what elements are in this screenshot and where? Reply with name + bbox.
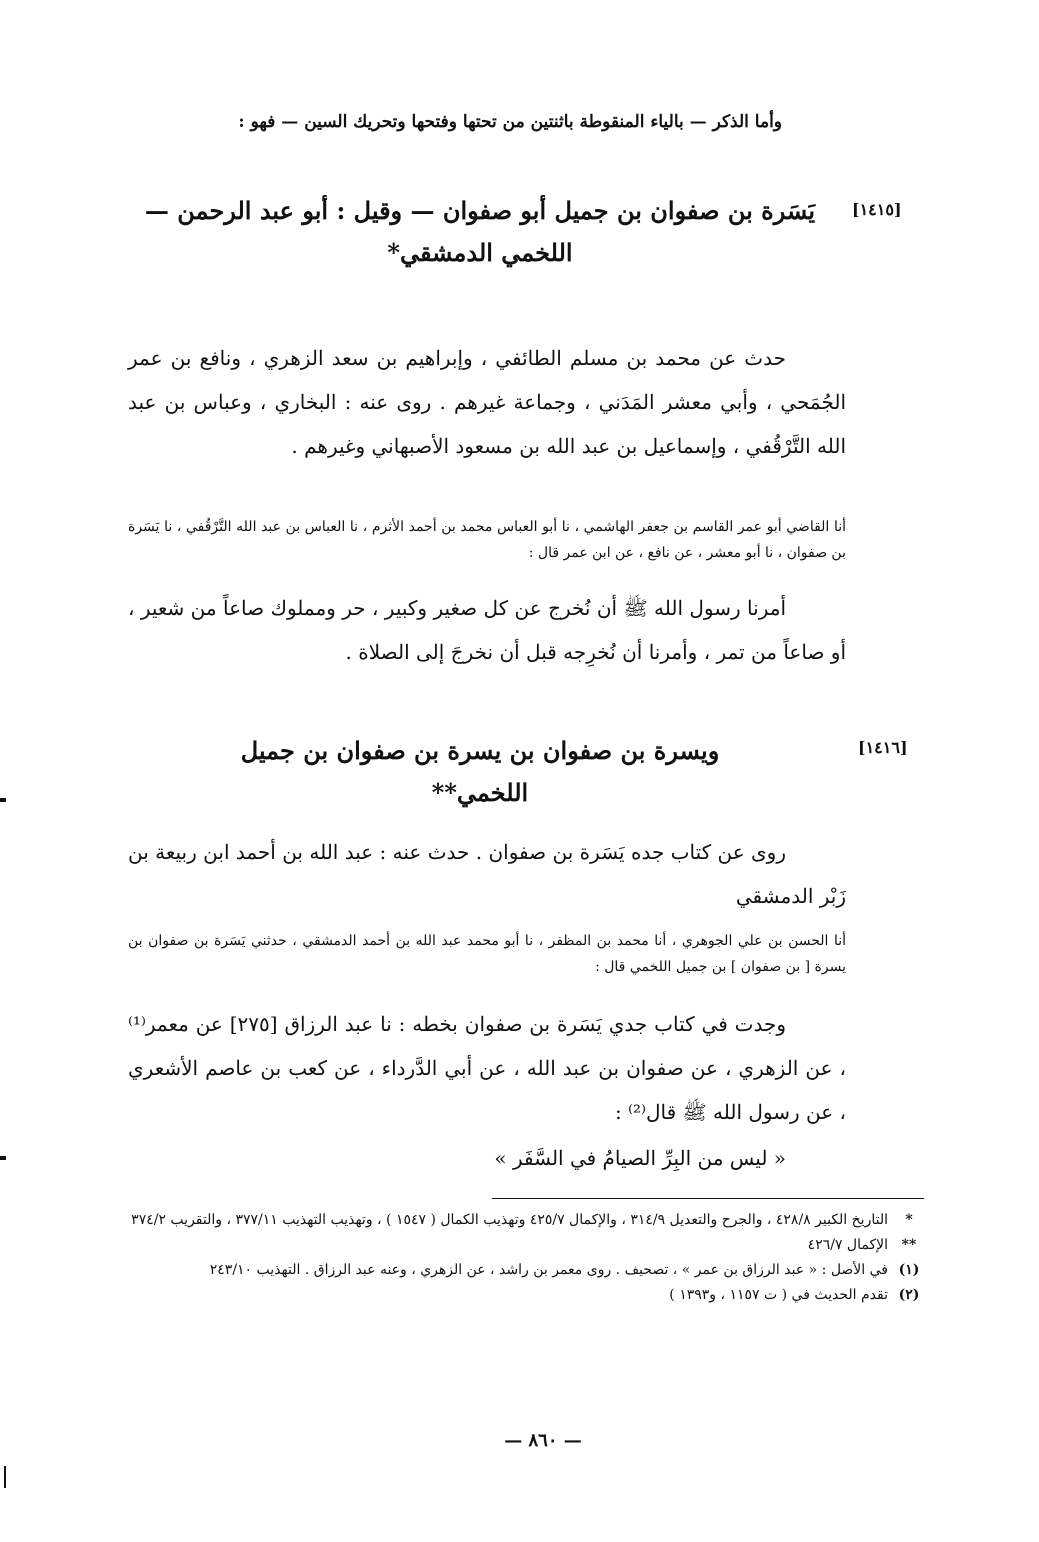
isnad-1416: أنا الحسن بن علي الجوهري ، أنا محمد بن المظفر ، نا أبو محمد عبد الله بن أحمد الدمشقي ، حدثني يَسَرة بن صفوان بن يسرة [ بن صفوان ] بن جميل اللخمي قال : xyxy=(128,933,846,975)
isnad-1415: أنا القاضي أبو عمر القاسم بن جعفر الهاشمي ، نا أبو العباس محمد بن أحمد الأثرم ، نا العباس بن عبد الله التَّرْقُفي ، نا يَسَرة بن صفوان ، نا أبو معشر ، عن نافع ، عن ابن عمر قال : xyxy=(128,519,846,561)
entry-bio-1415: حدث عن محمد بن مسلم الطائفي ، وإبراهيم بن سعد الزهري ، ونافع بن عمر الجُمَحي ، وأبي معشر المَدَني ، وجماعة غيرهم . روى عنه : البخاري ، وعباس بن عبد الله التَّرْقُفي ، وإسماعيل بن عبد الله بن مسعود الأصبهاني وغيرهم . xyxy=(128,346,846,458)
footnotes xyxy=(130,1208,930,1308)
footnote-text: تقدم الحديث في ( ت ١١٥٧ ، و١٣٩٣ ) xyxy=(669,1287,888,1303)
footnote-text: التاريخ الكبير ٤٢٨/٨ ، والجرح والتعديل ٣١٤/٩ ، والإكمال ٤٢٥/٧ وتهذيب الكمال ( ١٥٤٧ ) ، وتهذيب التهذيب ٣٧٧/١١ ، والتقريب ٣٧٤/٢ xyxy=(131,1212,888,1228)
footnote-text: الإكمال ٤٢٦/٧ xyxy=(807,1237,888,1253)
entry-bio-1416: روى عن كتاب جده يَسَرة بن صفوان . حدث عنه : عبد الله بن أحمد ابن ربيعة بن زَبْر الدمشقي xyxy=(128,840,846,908)
footnote-mark: ** xyxy=(901,1237,917,1253)
hadith-1416: وجدت في كتاب جدي يَسَرة بن صفوان بخطه : نا عبد الرزاق [٢٧٥] عن معمر⁽¹⁾ ، عن الزهري ، عن صفوان بن عبد الله ، عن أبي الدَّرداء ، عن كعب بن عاصم الأشعري ، عن رسول الله ﷺ قال⁽²⁾ : xyxy=(128,1012,846,1124)
footnote-separator xyxy=(492,1198,924,1199)
scan-mark xyxy=(0,1156,6,1160)
entry-number-1416: [١٤١٦] xyxy=(858,738,908,757)
scan-mark xyxy=(4,1466,6,1488)
scan-mark xyxy=(0,798,6,802)
footnote xyxy=(130,1283,930,1308)
entry-number-1415: [١٤١٥] xyxy=(852,200,902,219)
entry-title-1415: يَسَرة بن صفوان بن جميل أبو صفوان — وقيل : أبو عبد الرحمن — اللخمي الدمشقي* xyxy=(144,196,816,267)
footnote-mark: (٢) xyxy=(898,1287,920,1303)
page-number: — ٨٦٠ — xyxy=(504,1430,582,1451)
footnote-text: في الأصل : « عبد الرزاق بن عمر » ، تصحيف . روى معمر بن راشد ، عن الزهري ، وعنه عبد الرزاق . التهذيب ٢٤٣/١٠ xyxy=(209,1262,888,1278)
hadith-1415: أمرنا رسول الله ﷺ أن نُخرج عن كل صغير وكبير ، حر ومملوك صاعاً من شعير ، أو صاعاً من تمر ، وأمرنا أن نُخرِجه قبل أن نخرجَ إلى الصلاة . xyxy=(128,596,846,664)
footnote xyxy=(130,1208,930,1233)
footnote xyxy=(130,1258,930,1283)
hadith-quote: « ليس من البِرِّ الصيامُ في السَّفَر » xyxy=(494,1146,786,1170)
entry-title-1416: ويسرة بن صفوان بن يسرة بن صفوان بن جميل اللخمي** xyxy=(240,736,720,807)
footnote-mark: (١) xyxy=(898,1262,920,1278)
footnote xyxy=(130,1233,930,1258)
footnote-mark: * xyxy=(905,1212,913,1228)
intro-line: وأما الذكر — بالياء المنقوطة باثنتين من تحتها وفتحها وتحريك السين — فهو : xyxy=(238,112,782,132)
